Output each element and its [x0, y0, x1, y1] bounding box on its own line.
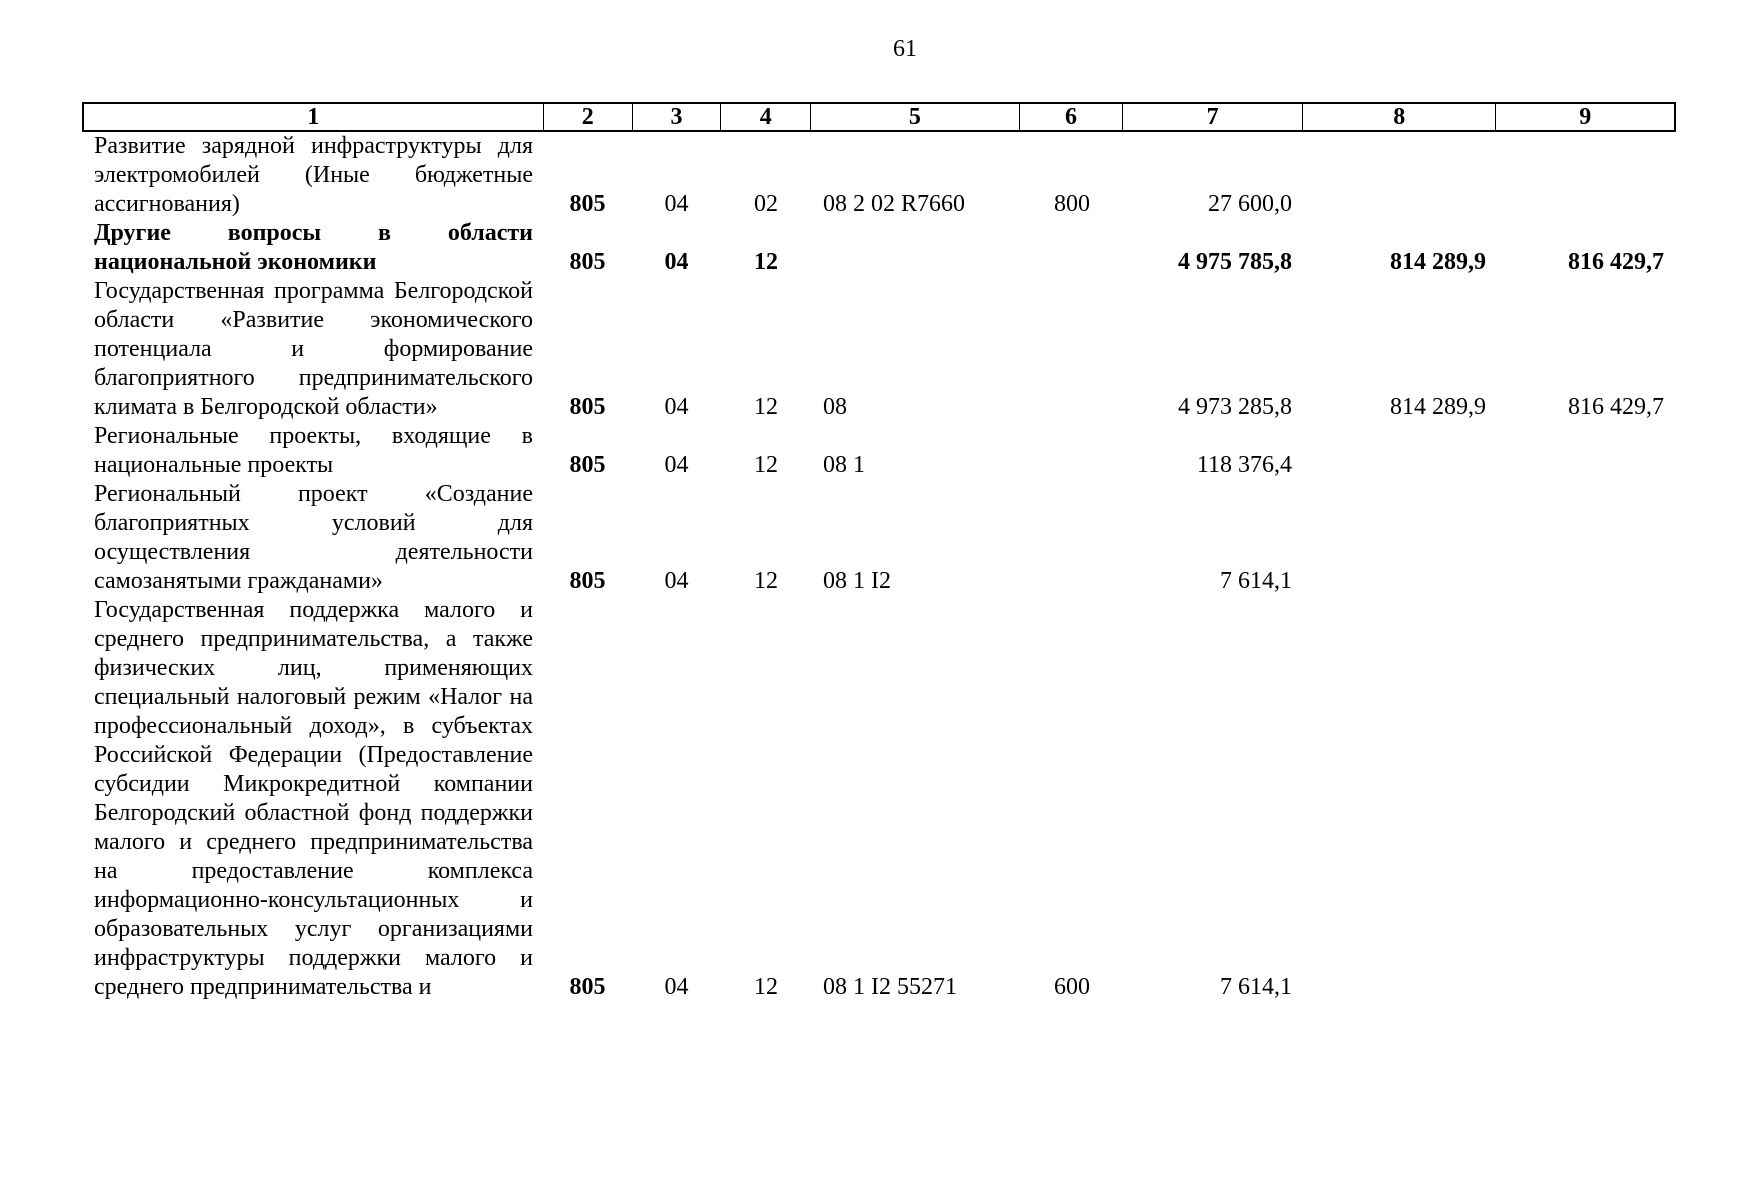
row-subsection: 12: [754, 394, 778, 420]
row-target-code: 08 1: [823, 452, 865, 478]
row-sum-col7: 7 614,1: [1220, 568, 1292, 594]
row-name: Развитие зарядной инфраструктуры для электромобилей (Иные бюджетные ассигнования): [94, 133, 533, 217]
column-header-9: 9: [1579, 104, 1592, 130]
row-section: 04: [664, 191, 689, 217]
page-number: 61: [893, 36, 917, 62]
table-row: [82, 277, 1676, 422]
row-sum-col9: 816 429,7: [1568, 249, 1664, 275]
row-target-code: 08 1 I2 55271: [823, 974, 957, 1000]
row-section: 04: [664, 568, 689, 594]
row-target-code: 08 2 02 R7660: [823, 191, 966, 217]
column-header-1: 1: [84, 104, 544, 130]
row-name: Государственная поддержка малого и среднего предпринимательства, а также физических лиц, применяющих специальный налоговый режим «Налог на профессиональный доход», в субъектах Российской Федерации (Предоставление субсидии Микрокредитной компании Белгородский областной фонд поддержки малого и среднего предпринимательства на предоставление комплекса информационно-консультационных и образовательных услуг организациями инфраструктуры поддержки малого и среднего предпринимательства и: [94, 597, 533, 1000]
row-section: 04: [664, 974, 689, 1000]
row-name: Государственная программа Белгородской области «Развитие экономического потенциала и формирование благоприятного предпринимательского климата в Белгородской области»: [94, 278, 533, 420]
row-sum-col7: 7 614,1: [1220, 974, 1292, 1000]
row-grbs: 805: [569, 191, 606, 217]
budget-table: [82, 102, 1676, 1002]
row-name: Региональный проект «Создание благоприятных условий для осуществления деятельности самозанятыми гражданами»: [94, 481, 533, 594]
row-subsection: 12: [754, 249, 778, 275]
row-subsection: 12: [754, 974, 778, 1000]
column-header-6: 6: [1020, 104, 1124, 130]
row-section: 04: [664, 394, 689, 420]
column-header-5: 5: [811, 104, 1019, 130]
row-grbs: 805: [569, 249, 606, 275]
row-sum-col7: 118 376,4: [1196, 452, 1292, 478]
row-expense-type: 600: [1054, 974, 1090, 1000]
table-row: [82, 422, 1676, 480]
column-header-7: 7: [1123, 104, 1303, 130]
row-grbs: 805: [569, 452, 606, 478]
row-sum-col7: 4 975 785,8: [1178, 249, 1292, 275]
row-expense-type: 800: [1054, 191, 1090, 217]
column-header-8: 8: [1303, 104, 1497, 130]
row-subsection: 02: [754, 191, 778, 217]
row-grbs: 805: [569, 568, 606, 594]
row-sum-col8: 814 289,9: [1390, 249, 1486, 275]
row-target-code: 08 1 I2: [823, 568, 891, 594]
table-header: [82, 102, 1676, 132]
table-row: [82, 219, 1676, 277]
table-row: [82, 132, 1676, 219]
row-name: Другие вопросы в области национальной экономики: [94, 220, 533, 275]
column-header-2: 2: [544, 104, 633, 130]
row-grbs: 805: [569, 394, 606, 420]
row-target-code: 08: [823, 394, 847, 420]
column-header-3: 3: [633, 104, 722, 130]
row-subsection: 12: [754, 452, 778, 478]
row-sum-col7: 4 973 285,8: [1178, 394, 1292, 420]
row-sum-col9: 816 429,7: [1568, 394, 1664, 420]
row-grbs: 805: [569, 974, 606, 1000]
row-subsection: 12: [754, 568, 778, 594]
row-sum-col7: 27 600,0: [1208, 191, 1292, 217]
table-row: [82, 480, 1676, 596]
row-sum-col8: 814 289,9: [1390, 394, 1486, 420]
row-name: Региональные проекты, входящие в национальные проекты: [94, 423, 533, 478]
column-header-4: 4: [721, 104, 811, 130]
row-section: 04: [664, 452, 689, 478]
table-row: [82, 596, 1676, 1002]
row-section: 04: [664, 249, 689, 275]
